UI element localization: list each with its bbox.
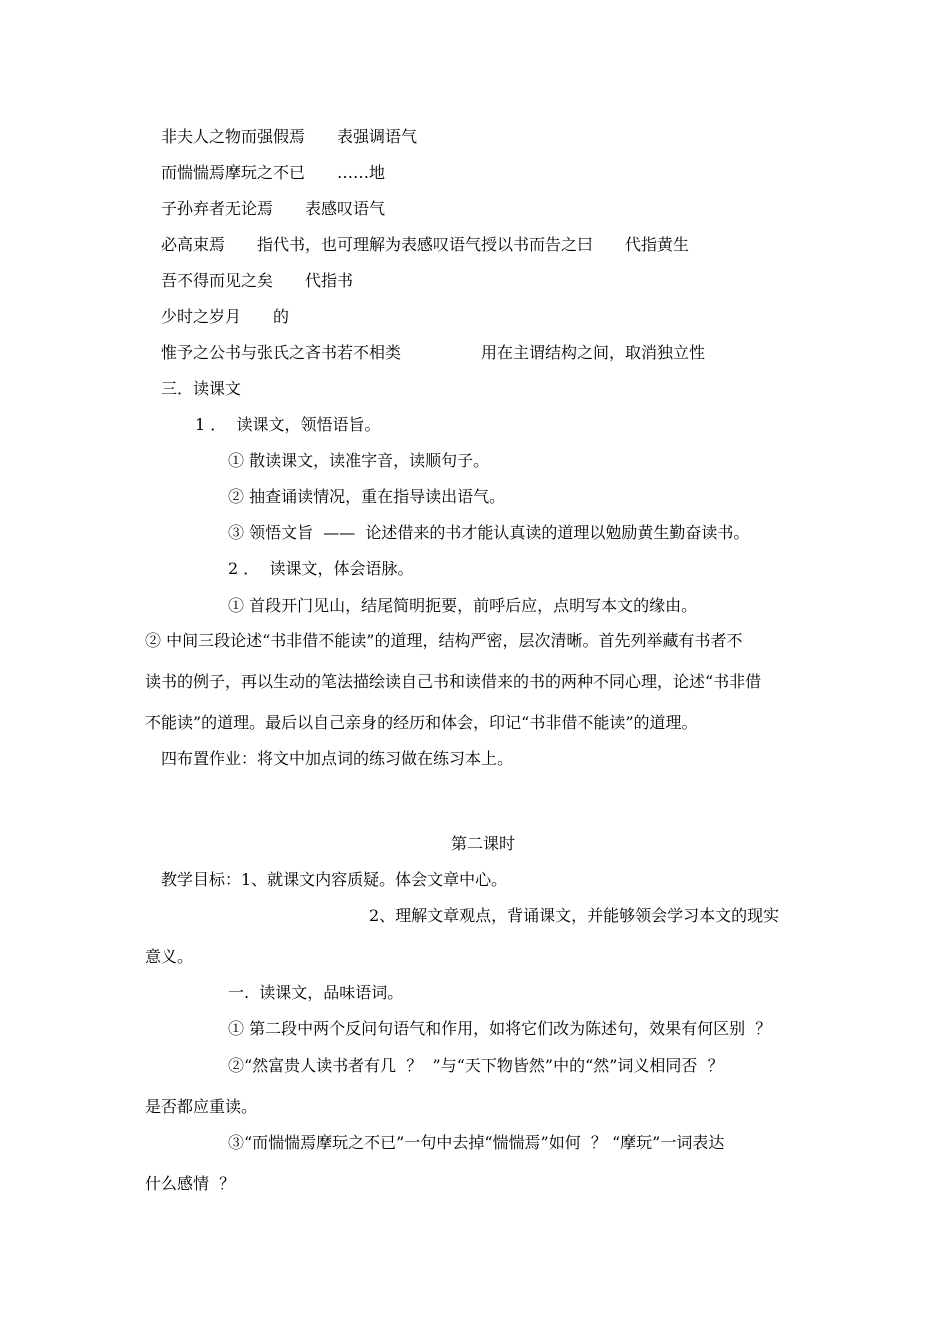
text-line: 惟予之公书与张氏之吝书若不相类 用在主谓结构之间，取消独立性	[161, 343, 706, 362]
lesson-title: 第二课时	[451, 834, 516, 853]
section-heading: 三．读课文	[161, 379, 242, 398]
text-line: 2、理解文章观点，背诵课文，并能够领会学习本文的现实	[369, 906, 780, 925]
text-line: ②“然富贵人读书者有几 ？ ”与“天下物皆然”中的“然”词义相同否 ？	[228, 1056, 724, 1075]
text-line: 必高束焉 指代书，也可理解为表感叹语气授以书而告之曰 代指黄生	[161, 235, 690, 254]
text-line: ① 首段开门见山，结尾简明扼要，前呼后应，点明写本文的缘由。	[228, 596, 698, 615]
text-line: 四布置作业：将文中加点词的练习做在练习本上。	[161, 749, 514, 768]
text-line: 吾不得而见之矣 代指书	[161, 271, 354, 290]
text-line: 非夫人之物而强假焉 表强调语气	[161, 127, 418, 146]
text-line: ③“而惴惴焉摩玩之不已”一句中去掉“惴惴焉”如何 ？ “摩玩”一词表达	[228, 1133, 725, 1152]
text-line: ① 散读课文，读准字音，读顺句子。	[228, 451, 490, 470]
section-heading: 一. 读课文，品味语词。	[228, 983, 404, 1002]
text-line: 少时之岁月 的	[161, 307, 290, 326]
text-line: 意义。	[145, 947, 194, 966]
text-line: ② 抽查诵读情况，重在指导读出语气。	[228, 487, 506, 506]
text-line: 1 ． 读课文，领悟语旨。	[195, 415, 381, 434]
text-line: 而惴惴焉摩玩之不已 ……地	[161, 163, 386, 182]
text-line: 子孙弃者无论焉 表感叹语气	[161, 199, 386, 218]
text-line: 是否都应重读。	[145, 1097, 258, 1116]
text-line: 什么感情 ？	[145, 1174, 236, 1193]
text-line: ③ 领悟文旨 —— 论述借来的书才能认真读的道理以勉励黄生勤奋读书。	[228, 523, 750, 542]
text-line: ② 中间三段论述“书非借不能读”的道理，结构严密，层次清晰。首先列举藏有书者不	[145, 631, 743, 650]
text-line: ① 第二段中两个反问句语气和作用，如将它们改为陈述句，效果有何区别 ？	[228, 1019, 772, 1038]
text-line: 不能读”的道理。最后以自己亲身的经历和体会，印记“书非借不能读”的道理。	[145, 713, 698, 732]
text-line: 教学目标：1、就课文内容质疑。体会文章中心。	[161, 870, 508, 889]
text-line: 2 ． 读课文，体会语脉。	[228, 559, 414, 578]
text-line: 读书的例子，再以生动的笔法描绘读自己书和读借来的书的两种不同心理，论述“书非借	[145, 672, 762, 691]
